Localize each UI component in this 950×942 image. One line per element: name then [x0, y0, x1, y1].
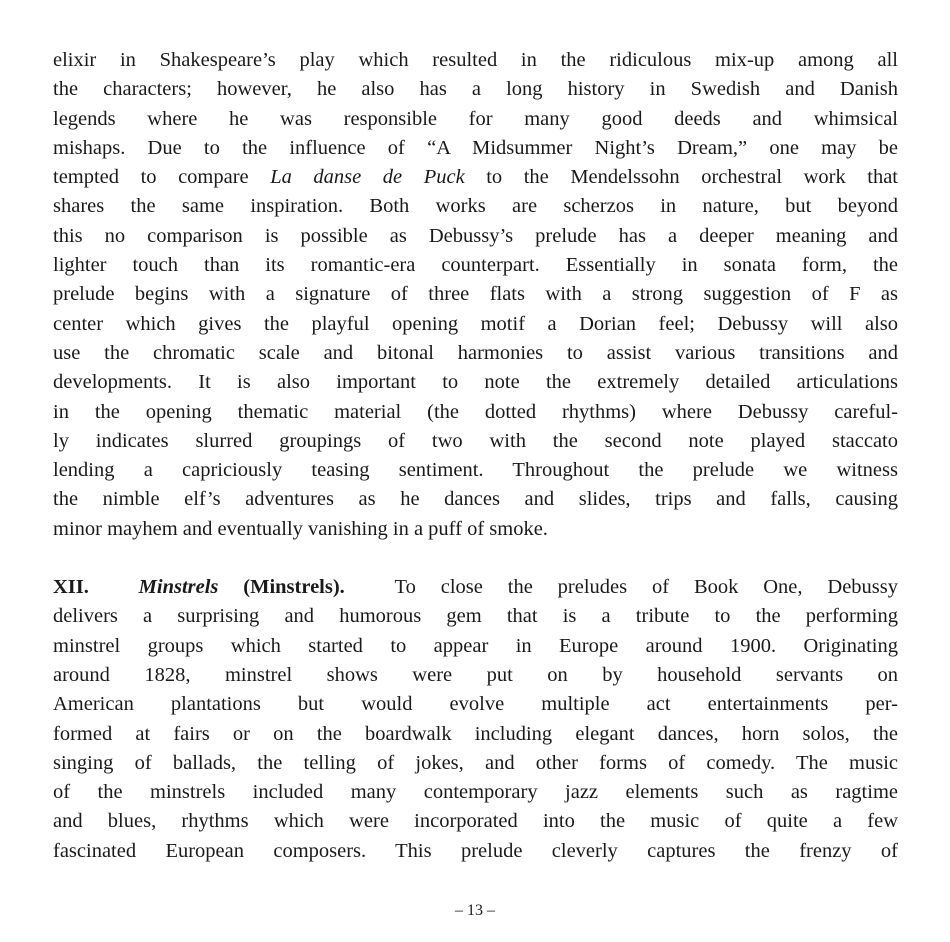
- text-line: the characters; however, he also has a long history in Swedish and Danish: [53, 78, 898, 101]
- work-title-italic: La danse de Puck: [270, 166, 465, 189]
- text-line: around 1828, minstrel shows were put on by household servants on: [53, 663, 898, 686]
- text-line: center which gives the playful opening motif a Dorian feel; Debussy will also: [53, 312, 898, 335]
- text-line: shares the same inspiration. Both works are scherzos in nature, but beyond: [53, 195, 898, 218]
- text-line: American plantations but would evolve multiple act entertainments per-: [53, 693, 898, 716]
- text-line: prelude begins with a signature of three flats with a strong suggestion of F as: [53, 283, 898, 306]
- text-line: in the opening thematic material (the dotted rhythms) where Debussy careful-: [53, 400, 898, 423]
- text-line: minor mayhem and eventually vanishing in a puff of smoke.: [53, 517, 548, 540]
- text-segment: to the Mendelssohn orchestral work that: [464, 166, 898, 189]
- text-segment: tempted to compare: [53, 166, 271, 189]
- section-number: XII.: [53, 576, 89, 599]
- text-line: of the minstrels included many contemporary jazz elements such as ragtime: [53, 781, 898, 804]
- paragraph-minstrels: [53, 573, 898, 866]
- text-line: lending a capriciously teasing sentiment. Throughout the prelude we witness: [53, 459, 898, 482]
- text-line: and blues, rhythms which were incorporated into the music of quite a few: [53, 810, 898, 833]
- text-line: delivers a surprising and humorous gem that is a tribute to the performing: [53, 605, 898, 628]
- section-title-translation: (Minstrels).: [243, 576, 345, 599]
- text-segment: To close the preludes of Book One, Debussy: [394, 576, 899, 599]
- section-title: Minstrels: [138, 576, 219, 599]
- text-line: developments. It is also important to note the extremely detailed articulations: [53, 371, 898, 394]
- text-line: ly indicates slurred groupings of two with the second note played staccato: [53, 429, 898, 452]
- paragraph-puck: [53, 46, 898, 544]
- text-line: legends where he was responsible for many good deeds and whimsical: [53, 107, 898, 130]
- text-line: [53, 163, 898, 192]
- paragraph-gap: [53, 544, 898, 573]
- text-line: fascinated European composers. This prelude cleverly captures the frenzy of: [53, 839, 898, 862]
- text-line: use the chromatic scale and bitonal harmonies to assist various transitions and: [53, 341, 898, 364]
- text-line: formed at fairs or on the boardwalk including elegant dances, horn solos, the: [53, 722, 898, 745]
- text-line: lighter touch than its romantic-era counterpart. Essentially in sonata form, the: [53, 254, 898, 277]
- section-heading-line: [53, 573, 898, 602]
- document-page: [53, 46, 898, 866]
- text-line: this no comparison is possible as Debussy’s prelude has a deeper meaning and: [53, 224, 898, 247]
- page-number: – 13 –: [455, 902, 495, 919]
- text-line: elixir in Shakespeare’s play which resulted in the ridiculous mix-up among all: [53, 49, 898, 71]
- text-line: mishaps. Due to the influence of “A Midsummer Night’s Dream,” one may be: [53, 136, 898, 159]
- text-line: the nimble elf’s adventures as he dances and slides, trips and falls, causing: [53, 488, 898, 511]
- text-line: singing of ballads, the telling of jokes, and other forms of comedy. The music: [53, 751, 898, 774]
- text-line: minstrel groups which started to appear in Europe around 1900. Originating: [53, 634, 898, 657]
